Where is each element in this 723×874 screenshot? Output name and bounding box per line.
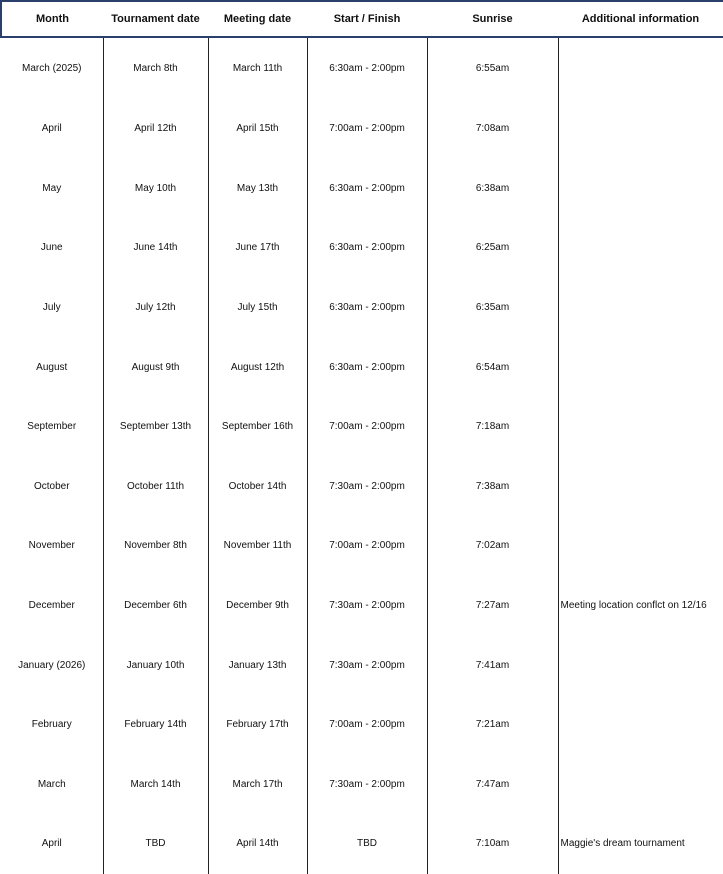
cell-sunrise: 7:38am bbox=[427, 457, 558, 517]
cell-tournament-date: March 8th bbox=[103, 37, 208, 99]
cell-month: February bbox=[31, 719, 72, 731]
cell-additional-information bbox=[558, 516, 723, 576]
table-row bbox=[1, 755, 723, 815]
table-row bbox=[1, 218, 723, 278]
cell-tournament-date: September 13th bbox=[103, 397, 208, 457]
cell-meeting-date: May 13th bbox=[208, 159, 307, 219]
cell-tournament-date: April 12th bbox=[103, 99, 208, 159]
cell-start-finish: TBD bbox=[307, 814, 427, 874]
cell-meeting-date: September 16th bbox=[208, 397, 307, 457]
cell-meeting-date: November 11th bbox=[208, 516, 307, 576]
cell-additional-information bbox=[558, 218, 723, 278]
cell-month: August bbox=[36, 361, 68, 373]
cell-additional-information bbox=[558, 755, 723, 815]
cell-start-finish: 7:00am - 2:00pm bbox=[307, 397, 427, 457]
cell-month: September bbox=[27, 421, 77, 433]
cell-start-finish: 6:30am - 2:00pm bbox=[307, 159, 427, 219]
cell-additional-information bbox=[558, 337, 723, 397]
cell-tournament-date: October 11th bbox=[103, 457, 208, 517]
cell-meeting-date: October 14th bbox=[208, 457, 307, 517]
cell-additional-information bbox=[558, 457, 723, 517]
cell-additional-information: Maggie's dream tournament bbox=[558, 814, 723, 874]
cell-month: January (2026) bbox=[18, 659, 86, 671]
cell-month: March (2025) bbox=[22, 63, 82, 74]
cell-additional-information bbox=[558, 695, 723, 755]
cell-start-finish: 6:30am - 2:00pm bbox=[307, 218, 427, 278]
header-row bbox=[1, 1, 723, 37]
cell-tournament-date: February 14th bbox=[103, 695, 208, 755]
cell-sunrise: 7:02am bbox=[427, 516, 558, 576]
cell-sunrise: 7:10am bbox=[427, 814, 558, 874]
cell-month: July bbox=[42, 302, 61, 314]
cell-month: October bbox=[33, 480, 70, 492]
cell-additional-information: Meeting location conflct on 12/16 bbox=[558, 576, 723, 636]
cell-tournament-date: March 14th bbox=[103, 755, 208, 815]
header-meeting-date: Meeting date bbox=[208, 1, 307, 37]
cell-start-finish: 6:30am - 2:00pm bbox=[307, 37, 427, 99]
header-tournament-date: Tournament date bbox=[103, 1, 208, 37]
cell-additional-information bbox=[558, 278, 723, 338]
table-row bbox=[1, 635, 723, 695]
cell-start-finish: 7:30am - 2:00pm bbox=[307, 635, 427, 695]
cell-start-finish: 7:30am - 2:00pm bbox=[307, 576, 427, 636]
cell-sunrise: 7:47am bbox=[427, 755, 558, 815]
cell-meeting-date: January 13th bbox=[208, 635, 307, 695]
table-row bbox=[1, 337, 723, 397]
cell-month: April bbox=[41, 838, 62, 850]
table-row bbox=[1, 576, 723, 636]
cell-tournament-date: July 12th bbox=[103, 278, 208, 338]
header-additional-information: Additional information bbox=[558, 1, 723, 37]
cell-sunrise: 6:35am bbox=[427, 278, 558, 338]
table-header bbox=[1, 1, 723, 37]
cell-sunrise: 7:27am bbox=[427, 576, 558, 636]
cell-tournament-date: November 8th bbox=[103, 516, 208, 576]
cell-start-finish: 6:30am - 2:00pm bbox=[307, 337, 427, 397]
cell-tournament-date: December 6th bbox=[103, 576, 208, 636]
cell-sunrise: 6:54am bbox=[427, 337, 558, 397]
cell-sunrise: 6:55am bbox=[427, 37, 558, 99]
table-body bbox=[1, 37, 723, 874]
cell-start-finish: 6:30am - 2:00pm bbox=[307, 278, 427, 338]
table-row bbox=[1, 278, 723, 338]
cell-sunrise: 6:38am bbox=[427, 159, 558, 219]
cell-additional-information bbox=[558, 159, 723, 219]
cell-month: March bbox=[37, 778, 66, 790]
cell-sunrise: 7:18am bbox=[427, 397, 558, 457]
cell-tournament-date: January 10th bbox=[103, 635, 208, 695]
table-row bbox=[1, 457, 723, 517]
cell-month: June bbox=[40, 242, 63, 254]
table-row bbox=[1, 397, 723, 457]
cell-month: May bbox=[42, 182, 62, 194]
cell-start-finish: 7:00am - 2:00pm bbox=[307, 99, 427, 159]
cell-meeting-date: April 15th bbox=[208, 99, 307, 159]
cell-start-finish: 7:00am - 2:00pm bbox=[307, 695, 427, 755]
cell-sunrise: 7:21am bbox=[427, 695, 558, 755]
cell-sunrise: 7:08am bbox=[427, 99, 558, 159]
cell-month: December bbox=[28, 600, 75, 612]
cell-meeting-date: March 17th bbox=[208, 755, 307, 815]
cell-additional-information bbox=[558, 635, 723, 695]
table-row bbox=[1, 516, 723, 576]
cell-sunrise: 7:41am bbox=[427, 635, 558, 695]
cell-start-finish: 7:30am - 2:00pm bbox=[307, 457, 427, 517]
cell-meeting-date: August 12th bbox=[208, 337, 307, 397]
cell-start-finish: 7:00am - 2:00pm bbox=[307, 516, 427, 576]
cell-month: November bbox=[28, 540, 75, 552]
cell-meeting-date: April 14th bbox=[208, 814, 307, 874]
cell-additional-information bbox=[558, 37, 723, 99]
cell-tournament-date: August 9th bbox=[103, 337, 208, 397]
cell-meeting-date: July 15th bbox=[208, 278, 307, 338]
header-sunrise: Sunrise bbox=[427, 1, 558, 37]
cell-tournament-date: May 10th bbox=[103, 159, 208, 219]
cell-start-finish: 7:30am - 2:00pm bbox=[307, 755, 427, 815]
cell-meeting-date: June 17th bbox=[208, 218, 307, 278]
table-row bbox=[1, 99, 723, 159]
cell-tournament-date: TBD bbox=[103, 814, 208, 874]
cell-sunrise: 6:25am bbox=[427, 218, 558, 278]
header-start-finish: Start / Finish bbox=[307, 1, 427, 37]
cell-month: April bbox=[41, 123, 62, 135]
table-row bbox=[1, 37, 723, 99]
cell-meeting-date: February 17th bbox=[208, 695, 307, 755]
table-row bbox=[1, 695, 723, 755]
cell-meeting-date: March 11th bbox=[208, 37, 307, 99]
cell-additional-information bbox=[558, 397, 723, 457]
table-row bbox=[1, 159, 723, 219]
cell-tournament-date: June 14th bbox=[103, 218, 208, 278]
header-month: Month bbox=[1, 1, 103, 37]
cell-additional-information bbox=[558, 99, 723, 159]
cell-meeting-date: December 9th bbox=[208, 576, 307, 636]
table-row bbox=[1, 814, 723, 874]
